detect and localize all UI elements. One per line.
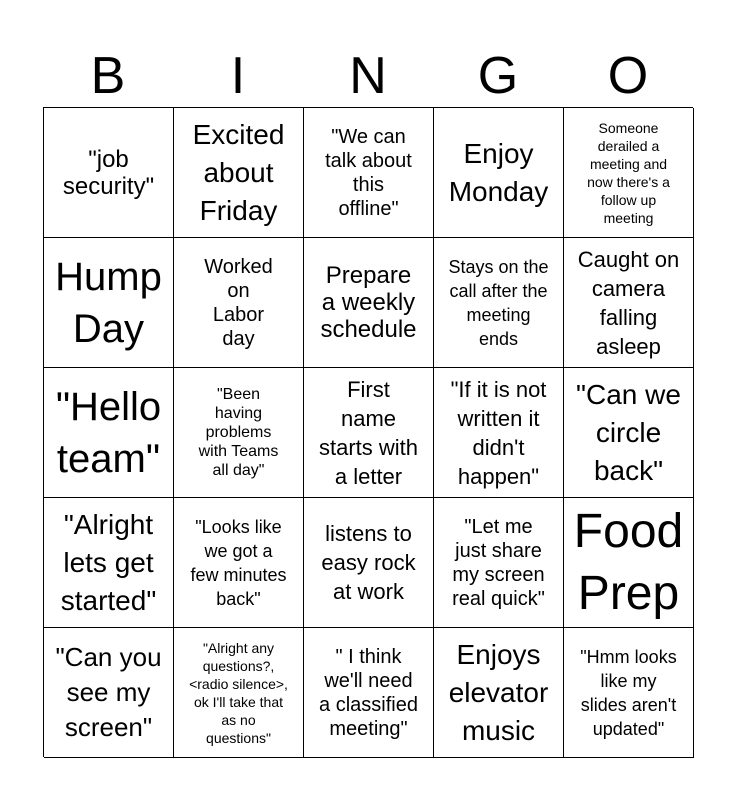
bingo-cell-r2-c5[interactable]	[564, 238, 694, 368]
cell-text: Worked on Labor day	[204, 255, 273, 350]
cell-text: "Can we circle back"	[576, 378, 681, 486]
cell-text: Enjoy Monday	[448, 137, 549, 207]
cell-text: "We can talk about this offline"	[325, 125, 412, 220]
bingo-cell-r1-c4[interactable]	[434, 108, 564, 238]
cell-text: "Hello team"	[55, 384, 162, 481]
cell-text: Caught on camera falling asleep	[577, 246, 680, 359]
bingo-cell-r3-c1[interactable]	[44, 368, 174, 498]
cell-text: "Alright lets get started"	[60, 508, 157, 616]
cell-text: "If it is not written it didn't happen"	[450, 376, 547, 489]
cell-text: Food Prep	[573, 504, 684, 620]
bingo-cell-r5-c3[interactable]	[304, 628, 434, 758]
header-letter-o: O	[607, 47, 649, 105]
bingo-cell-r1-c1[interactable]	[44, 108, 174, 238]
header-letter-n: N	[349, 47, 387, 105]
bingo-cell-r5-c1[interactable]	[44, 628, 174, 758]
cell-text: "Looks like we got a few minutes back"	[190, 516, 287, 609]
cell-text: "Hmm looks like my slides aren't updated"	[580, 646, 677, 739]
bingo-cell-r4-c4[interactable]	[434, 498, 564, 628]
header-letter-i: I	[230, 47, 246, 105]
cell-text: Excited about Friday	[192, 118, 285, 226]
bingo-header	[43, 44, 693, 108]
bingo-cell-r2-c1[interactable]	[44, 238, 174, 368]
cell-text: Someone derailed a meeting and now there's a follow up meeting	[587, 119, 670, 226]
cell-text: "Alright any questions?, <radio silence>, ok I'll take that as no questions"	[189, 639, 288, 746]
cell-text: "job security"	[62, 145, 155, 200]
bingo-cell-r1-c5[interactable]	[564, 108, 694, 238]
bingo-cell-r3-c4[interactable]	[434, 368, 564, 498]
cell-text: " I think we'll need a classified meeting"	[319, 645, 418, 740]
cell-text: listens to easy rock at work	[321, 521, 416, 604]
header-letter-g: G	[477, 47, 519, 105]
bingo-cell-r1-c2[interactable]	[174, 108, 304, 238]
bingo-cell-r2-c3[interactable]	[304, 238, 434, 368]
bingo-cell-r2-c2[interactable]	[174, 238, 304, 368]
bingo-cell-r1-c3[interactable]	[304, 108, 434, 238]
header-letter-b: B	[90, 47, 126, 105]
bingo-cell-r3-c3[interactable]	[304, 368, 434, 498]
cell-text: "Let me just share my screen real quick"	[452, 515, 545, 610]
cell-text: First name starts with a letter	[318, 376, 419, 489]
bingo-cell-r4-c5[interactable]	[564, 498, 694, 628]
bingo-cell-r4-c3[interactable]	[304, 498, 434, 628]
cell-text: Prepare a weekly schedule	[320, 262, 417, 343]
cell-text: Enjoys elevator music	[448, 638, 549, 746]
bingo-cell-r5-c5[interactable]	[564, 628, 694, 758]
cell-text: "Been having problems with Teams all day"	[198, 386, 279, 479]
bingo-board	[43, 107, 693, 757]
bingo-cell-r5-c2[interactable]	[174, 628, 304, 758]
bingo-cell-r4-c1[interactable]	[44, 498, 174, 628]
bingo-cell-r2-c4[interactable]	[434, 238, 564, 368]
bingo-cell-r4-c2[interactable]	[174, 498, 304, 628]
bingo-cell-r3-c5[interactable]	[564, 368, 694, 498]
bingo-cell-r3-c2[interactable]	[174, 368, 304, 498]
bingo-cell-r5-c4[interactable]	[434, 628, 564, 758]
cell-text: Hump Day	[55, 254, 162, 351]
cell-text: Stays on the call after the meeting ends	[448, 256, 549, 349]
cell-text: "Can you see my screen"	[55, 642, 162, 742]
